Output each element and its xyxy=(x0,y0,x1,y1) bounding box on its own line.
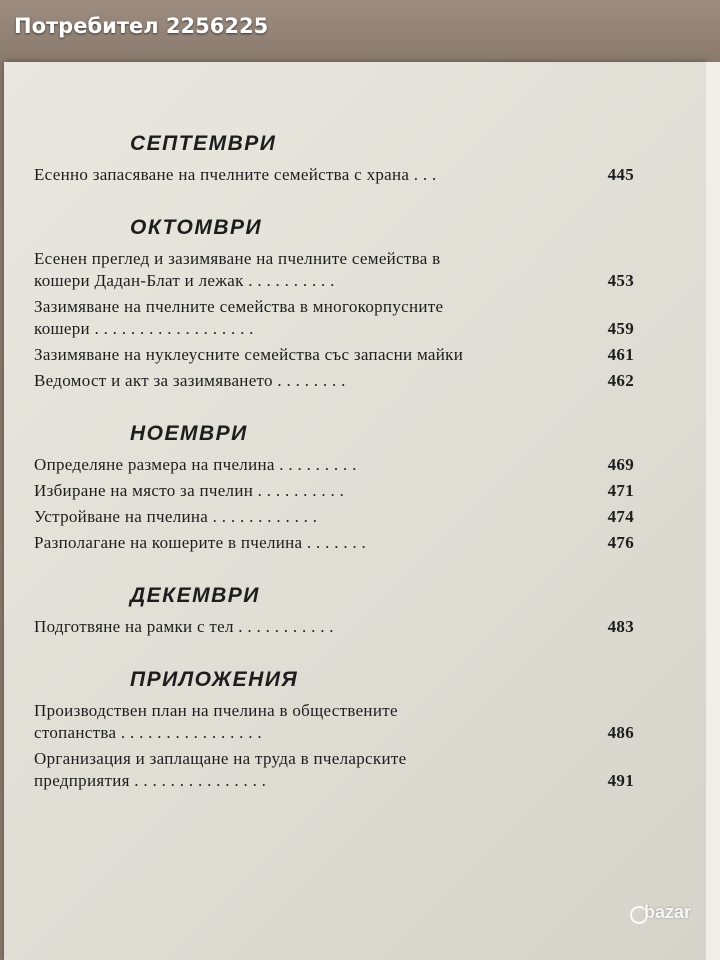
entry-text: стопанства . . . . . . . . . . . . . . . . xyxy=(34,723,262,742)
entry-text: предприятия . . . . . . . . . . . . . . . xyxy=(34,771,267,790)
entry-text: Ведомост и акт за зазимяването . . . . . . . . xyxy=(34,371,346,390)
page-edge xyxy=(706,62,720,960)
page-number: 474 xyxy=(607,507,634,526)
toc-entry xyxy=(34,164,634,186)
entry-text: Производствен план на пчелина в обществените xyxy=(34,701,398,720)
page-number: 476 xyxy=(607,533,634,552)
entry-text: Устройване на пчелина . . . . . . . . . . . . xyxy=(34,507,318,526)
entry-text: Организация и заплащане на труда в пчеларските xyxy=(34,749,407,768)
page-number: 491 xyxy=(607,771,634,790)
entry-text: Есенен преглед и зазимяване на пчелните семейства в xyxy=(34,249,441,268)
entry-text: Определяне размера на пчелина . . . . . . . . . xyxy=(34,455,357,474)
toc-section xyxy=(34,132,634,186)
toc-entry xyxy=(34,748,634,792)
section-title: ПРИЛОЖЕНИЯ xyxy=(130,668,299,691)
toc-entry xyxy=(34,480,634,502)
page-number: 461 xyxy=(607,345,634,364)
page-number: 459 xyxy=(607,319,634,338)
page-number: 471 xyxy=(607,481,634,500)
entry-text: Зазимяване на нуклеусните семейства със запасни майки xyxy=(34,345,464,364)
toc-section xyxy=(34,668,634,792)
entry-text: Есенно запасяване на пчелните семейства с храна . . . xyxy=(34,165,437,184)
page-number: 462 xyxy=(607,371,634,390)
page-number: 445 xyxy=(607,165,634,184)
page-number: 483 xyxy=(607,617,634,636)
table-of-contents xyxy=(34,72,634,822)
page-number: 453 xyxy=(607,271,634,290)
toc-entry xyxy=(34,506,634,528)
section-title: НОЕМВРИ xyxy=(130,422,248,445)
toc-entry xyxy=(34,616,634,638)
toc-entry xyxy=(34,370,634,392)
username-overlay: Потребител 2256225 xyxy=(14,14,269,38)
section-title: ОКТОМВРИ xyxy=(130,216,263,239)
section-title: ДЕКЕМВРИ xyxy=(130,584,260,607)
watermark: bazar xyxy=(644,902,692,922)
toc-entry xyxy=(34,532,634,554)
entry-text: Разполагане на кошерите в пчелина . . . . . . . xyxy=(34,533,367,552)
entry-text: Зазимяване на пчелните семейства в многокорпусните xyxy=(34,297,444,316)
entry-text: кошери Дадан-Блат и лежак . . . . . . . . . . xyxy=(34,271,335,290)
entry-text: Избиране на място за пчелин . . . . . . . . . . xyxy=(34,481,345,500)
toc-entry xyxy=(34,700,634,744)
entry-text: Подготвяне на рамки с тел . . . . . . . . . . . xyxy=(34,617,334,636)
toc-entry xyxy=(34,344,634,366)
toc-section xyxy=(34,584,634,638)
page-number: 486 xyxy=(607,723,634,742)
toc-entry xyxy=(34,248,634,292)
toc-entry xyxy=(34,296,634,340)
toc-section xyxy=(34,216,634,392)
toc-section xyxy=(34,422,634,554)
entry-text: кошери . . . . . . . . . . . . . . . . . . xyxy=(34,319,254,338)
page-number: 469 xyxy=(607,455,634,474)
section-title: СЕПТЕМВРИ xyxy=(130,132,277,155)
toc-entry xyxy=(34,454,634,476)
